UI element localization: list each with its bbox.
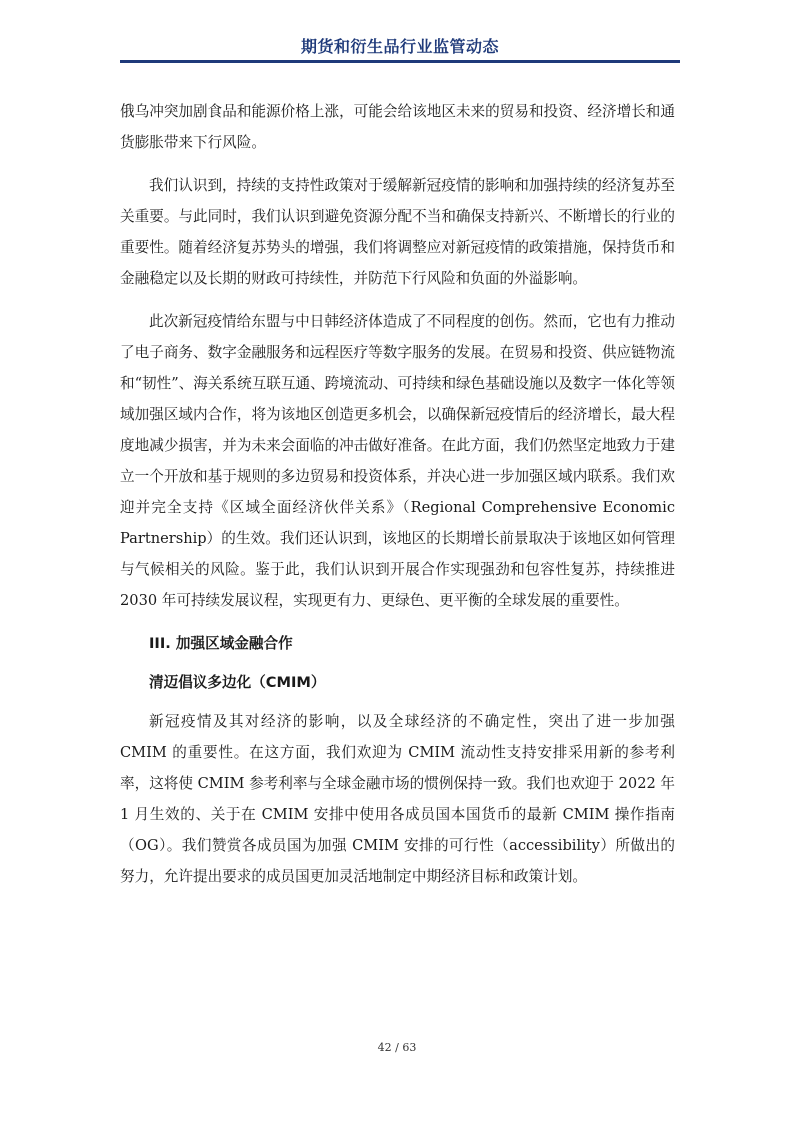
paragraph-cmim: 新冠疫情及其对经济的影响，以及全球经济的不确定性，突出了进一步加强 CMIM 的重要性。在这方面，我们欢迎为 CMIM 流动性支持安排采用新的参考利率，这将使 CMIM 参考利率与全球金融市场的惯例保持一致。我们也欢迎于 2022 年 1 月生效的、关于在 CMIM 安排中使用各成员国本国货币的最新 CMIM 操作指南（OG）。我们赞赏各成员国为加强 CMIM 安排的可行性（accessibility）所做出的努力，允许提出要求的成员国更加灵活地制定中期经济目标和政策计划。 xyxy=(120,713,675,885)
header-title: 期货和衍生品行业监管动态 xyxy=(300,37,499,56)
paragraph-digital-services: 此次新冠疫情给东盟与中日韩经济体造成了不同程度的创伤。然而，它也有力推动了电子商务、数字金融服务和远程医疗等数字服务的发展。在贸易和投资、供应链物流和“韧性”、海关系统互联互通、跨境流动、可持续和绿色基础设施以及数字一体化等领域加强区域内合作，将为该地区创造更多机会，以确保新冠疫情后的经济增长，最大程度地减少损害，并为未来会面临的冲击做好准备。在此方面，我们仍然坚定地致力于建立一个开放和基于规则的多边贸易和投资体系，并决心进一步加强区域内联系。我们欢迎并完全支持《区域全面经济伙伴关系》（Regional Comprehensive Economic Partnership）的生效。我们还认识到，该地区的长期增长前景取决于该地区如何管理与气候相关的风险。鉴于此，我们认识到开展合作实现强劲和包容性复苏，持续推进 2030 年可持续发展议程，实现更有力、更绿色、更平衡的全球发展的重要性。 xyxy=(120,313,675,609)
paragraph-policy-support: 我们认识到，持续的支持性政策对于缓解新冠疫情的影响和加强持续的经济复苏至关重要。与此同时，我们认识到避免资源分配不当和确保支持新兴、不断增长的行业的重要性。随着经济复苏势头的增强，我们将调整应对新冠疫情的政策措施，保持货币和金融稳定以及长期的财政可持续性，并防范下行风险和负面的外溢影响。 xyxy=(120,177,675,287)
page-number: 42 / 63 xyxy=(377,1041,417,1054)
subsection-heading: 清迈倡议多边化（CMIM） xyxy=(149,674,326,691)
page-header xyxy=(120,36,680,62)
document-body xyxy=(120,96,675,904)
header-divider xyxy=(120,60,680,63)
section-heading: III. 加强区域金融合作 xyxy=(149,635,293,652)
paragraph-continuation: 俄乌冲突加剧食品和能源价格上涨，可能会给该地区未来的贸易和投资、经济增长和通货膨胀带来下行风险。 xyxy=(120,103,675,151)
